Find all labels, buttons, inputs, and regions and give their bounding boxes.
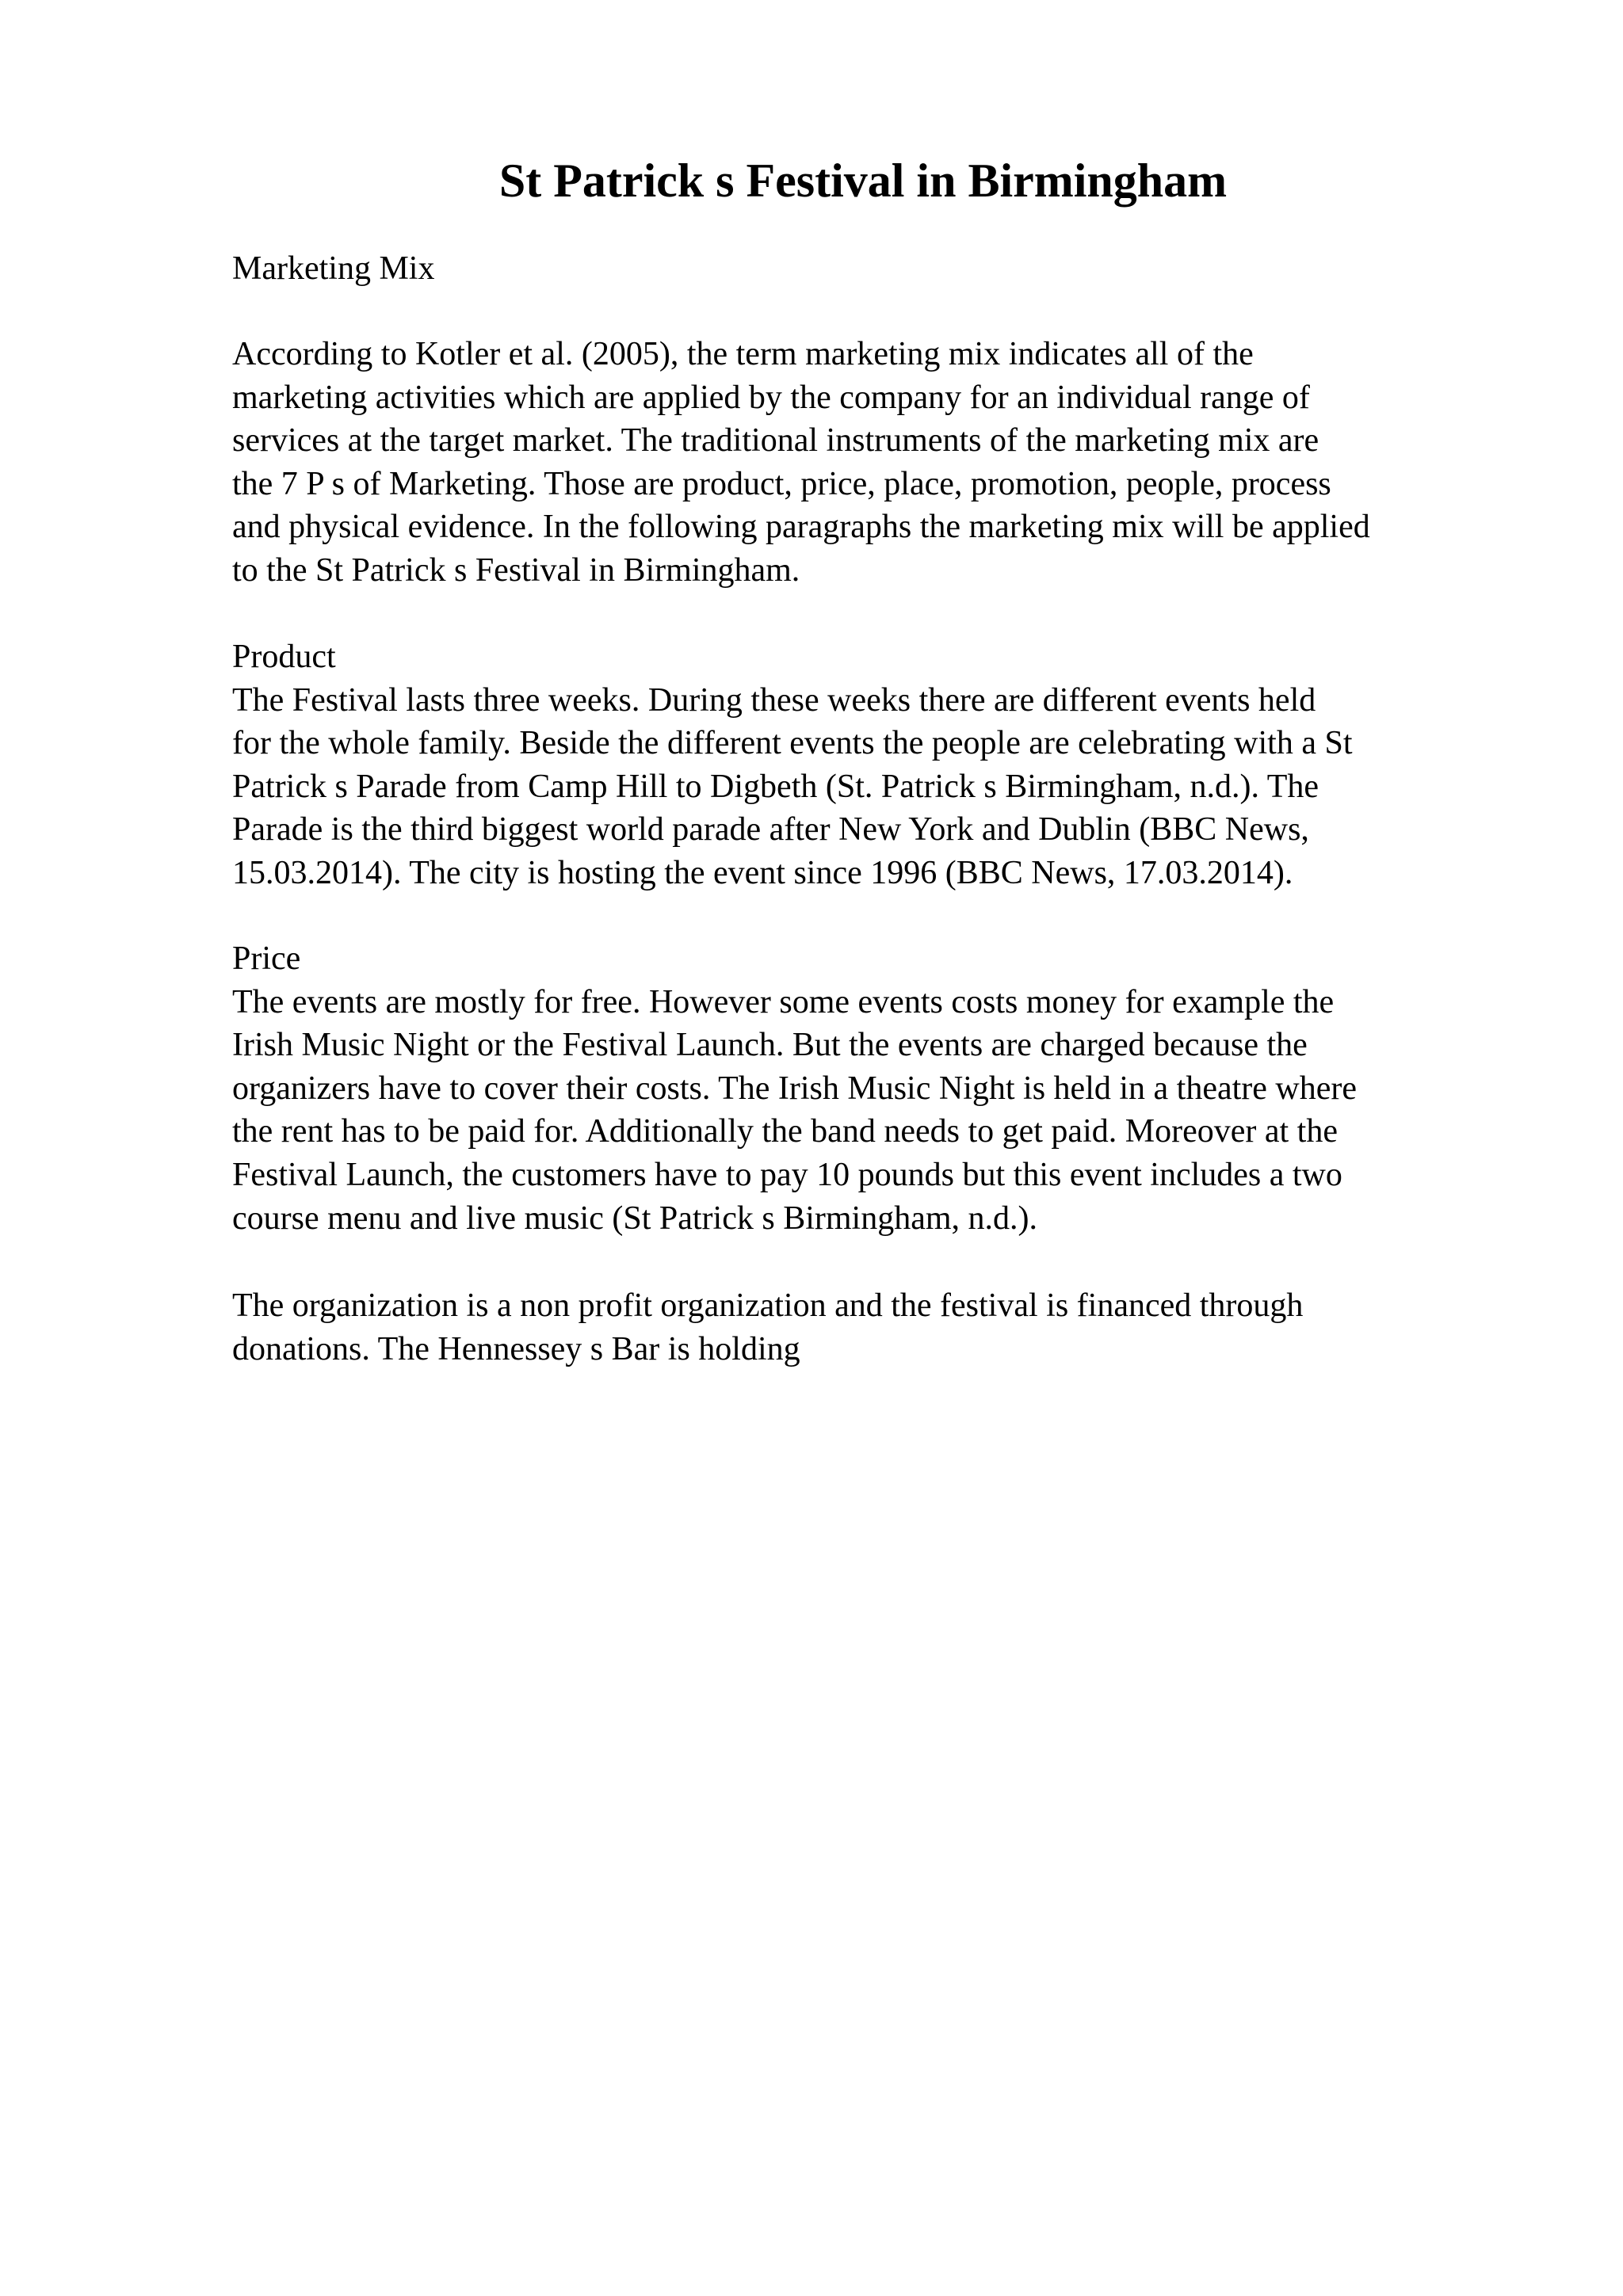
paragraph-line: services at the target market. The traditional instruments of the marketing mix are (232, 422, 1319, 460)
intro-paragraph (232, 333, 1370, 593)
paragraph-line: to the St Patrick s Festival in Birmingham. (232, 551, 800, 589)
paragraph-line: Irish Music Night or the Festival Launch. But the events are charged because the (232, 1027, 1308, 1064)
paragraph-line: marketing activities which are applied by the company for an individual range of (232, 379, 1310, 416)
paragraph-line: According to Kotler et al. (2005), the term marketing mix indicates all of the (232, 336, 1254, 372)
product-section (232, 635, 1353, 895)
organization-paragraph (232, 1284, 1303, 1371)
price-section (232, 937, 1357, 1240)
paragraph-line: organizers have to cover their costs. The Irish Music Night is held in a theatre where (232, 1070, 1358, 1107)
paragraph-line: Patrick s Parade from Camp Hill to Digbeth (St. Patrick s Birmingham, n.d.). The (232, 768, 1319, 805)
section-heading-price: Price (232, 940, 301, 977)
paragraph-line: the 7 P s of Marketing. Those are product, price, place, promotion, people, process (232, 465, 1331, 502)
paragraph-line: Festival Launch, the customers have to pay 10 pounds but this event includes a two (232, 1156, 1342, 1193)
paragraph-line: donations. The Hennessey s Bar is holding (232, 1330, 800, 1367)
section-heading-product: Product (232, 639, 336, 675)
document-title: St Patrick s Festival in Birmingham (498, 154, 1228, 207)
paragraph-line: The organization is a non profit organization and the festival is financed through (232, 1287, 1304, 1324)
paragraph-line: The events are mostly for free. However some events costs money for example the (232, 983, 1335, 1020)
paragraph-line: Parade is the third biggest world parade after New York and Dublin (BBC News, (232, 811, 1309, 849)
paragraph-line: course menu and live music (St Patrick s Birmingham, n.d.). (232, 1199, 1037, 1237)
paragraph-line: and physical evidence. In the following paragraphs the marketing mix will be applied (232, 509, 1370, 546)
paragraph-line: for the whole family. Beside the different events the people are celebrating with a St (232, 725, 1353, 762)
section-heading-marketing-mix: Marketing Mix (232, 250, 435, 287)
paragraph-line: The Festival lasts three weeks. During these weeks there are different events held (232, 681, 1316, 719)
paragraph-line: 15.03.2014). The city is hosting the event since 1996 (BBC News, 17.03.2014). (232, 854, 1293, 891)
paragraph-line: the rent has to be paid for. Additionally the band needs to get paid. Moreover at the (232, 1113, 1338, 1150)
